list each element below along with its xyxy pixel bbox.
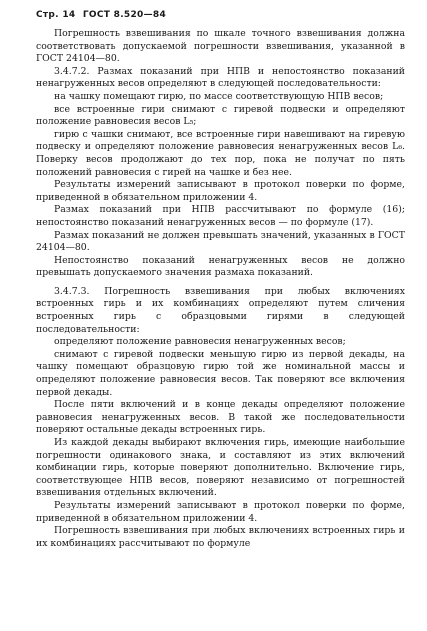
paragraph-record-results-2: Результаты измерений записывают в протокол поверки по форме, приведенной в обязательном приложении 4.	[36, 499, 405, 524]
page-number: Стр. 14	[36, 10, 76, 20]
paragraph-accuracy-requirement: Погрешность взвешивания по шкале точного взвешивания должна соответствовать допускаемой погрешности взвешивания, указанной в ГОСТ 24104—80.	[36, 28, 405, 65]
paragraph-record-results-1: Результаты измерений записывают в протокол поверки по форме, приведенной в обязательном приложении 4.	[36, 179, 405, 203]
standard-code: ГОСТ 8.520—84	[82, 10, 167, 20]
paragraph-step-first-decade: снимают с гиревой подвески меньшую гирю из первой декады, на чашку помещают образцовую гирю той же номинальной массы и определяют положение равновесия весов. Так поверяют все включения первой декады.	[36, 348, 405, 398]
paragraph-variation-limit: Непостоянство показаний ненагруженных весов не должно превышать допускаемого значения размаха показаний.	[36, 254, 405, 279]
paragraph-step-unloaded: гирю с чашки снимают, все встроенные гири навешивают на гиревую подвеску и определяют положение равновесия ненагруженных весов L₆. Поверку весов продолжают до тех пор, пока не получат по пять положений равновесия с гирей на чашке и без нее.	[36, 128, 405, 178]
paragraph-step-other-decades: После пяти включений и в конце декады определяют положение равновесия ненагруженных весов. В такой же последовательности поверяют остальные декады встроенных гирь.	[36, 399, 405, 436]
paragraph-step-place-weight: на чашку помещают гирю, по массе соответствующую НПВ весов;	[54, 90, 384, 102]
paragraph-range-limit: Размах показаний не должен превышать значений, указанных в ГОСТ 24104—80.	[36, 229, 405, 254]
paragraph-step-determine-equilibrium: определяют положение равновесия ненагруженных весов;	[54, 336, 346, 348]
paragraph-formula-intro: Погрешность взвешивания при любых включениях встроенных гирь и их комбинациях рассчитывают по формуле	[36, 525, 405, 549]
paragraph-clause-3-4-7-2: 3.4.7.2. Размах показаний при НПВ и непостоянство показаний ненагруженных весов определяют в следующей последовательности:	[36, 65, 405, 90]
paragraph-formulas-16-17: Размах показаний при НПВ рассчитывают по формуле (16); непостоянство показаний ненагруженных весов — по формуле (17).	[36, 204, 405, 228]
paragraph-step-remove-builtin: все встроенные гири снимают с гиревой подвески и определяют положение равновесия весов L₅;	[36, 103, 405, 128]
page-header	[36, 10, 405, 20]
paragraph-clause-3-4-7-3: 3.4.7.3. Погрешность взвешивания при любых включениях встроенных гирь и их комбинациях определяют путем сличения встроенных гирь с образцовыми гирями в следующей последовательности:	[36, 285, 405, 335]
paragraph-step-combinations: Из каждой декады выбирают включения гирь, имеющие наибольшие погрешности одинакового знака, и составляют из этих включений комбинации гирь, которые поверяют дополнительно. Включение гирь, соответствующее НПВ весов, поверяют независимо от погрешностей взвешивания отдельных включений.	[36, 437, 405, 499]
